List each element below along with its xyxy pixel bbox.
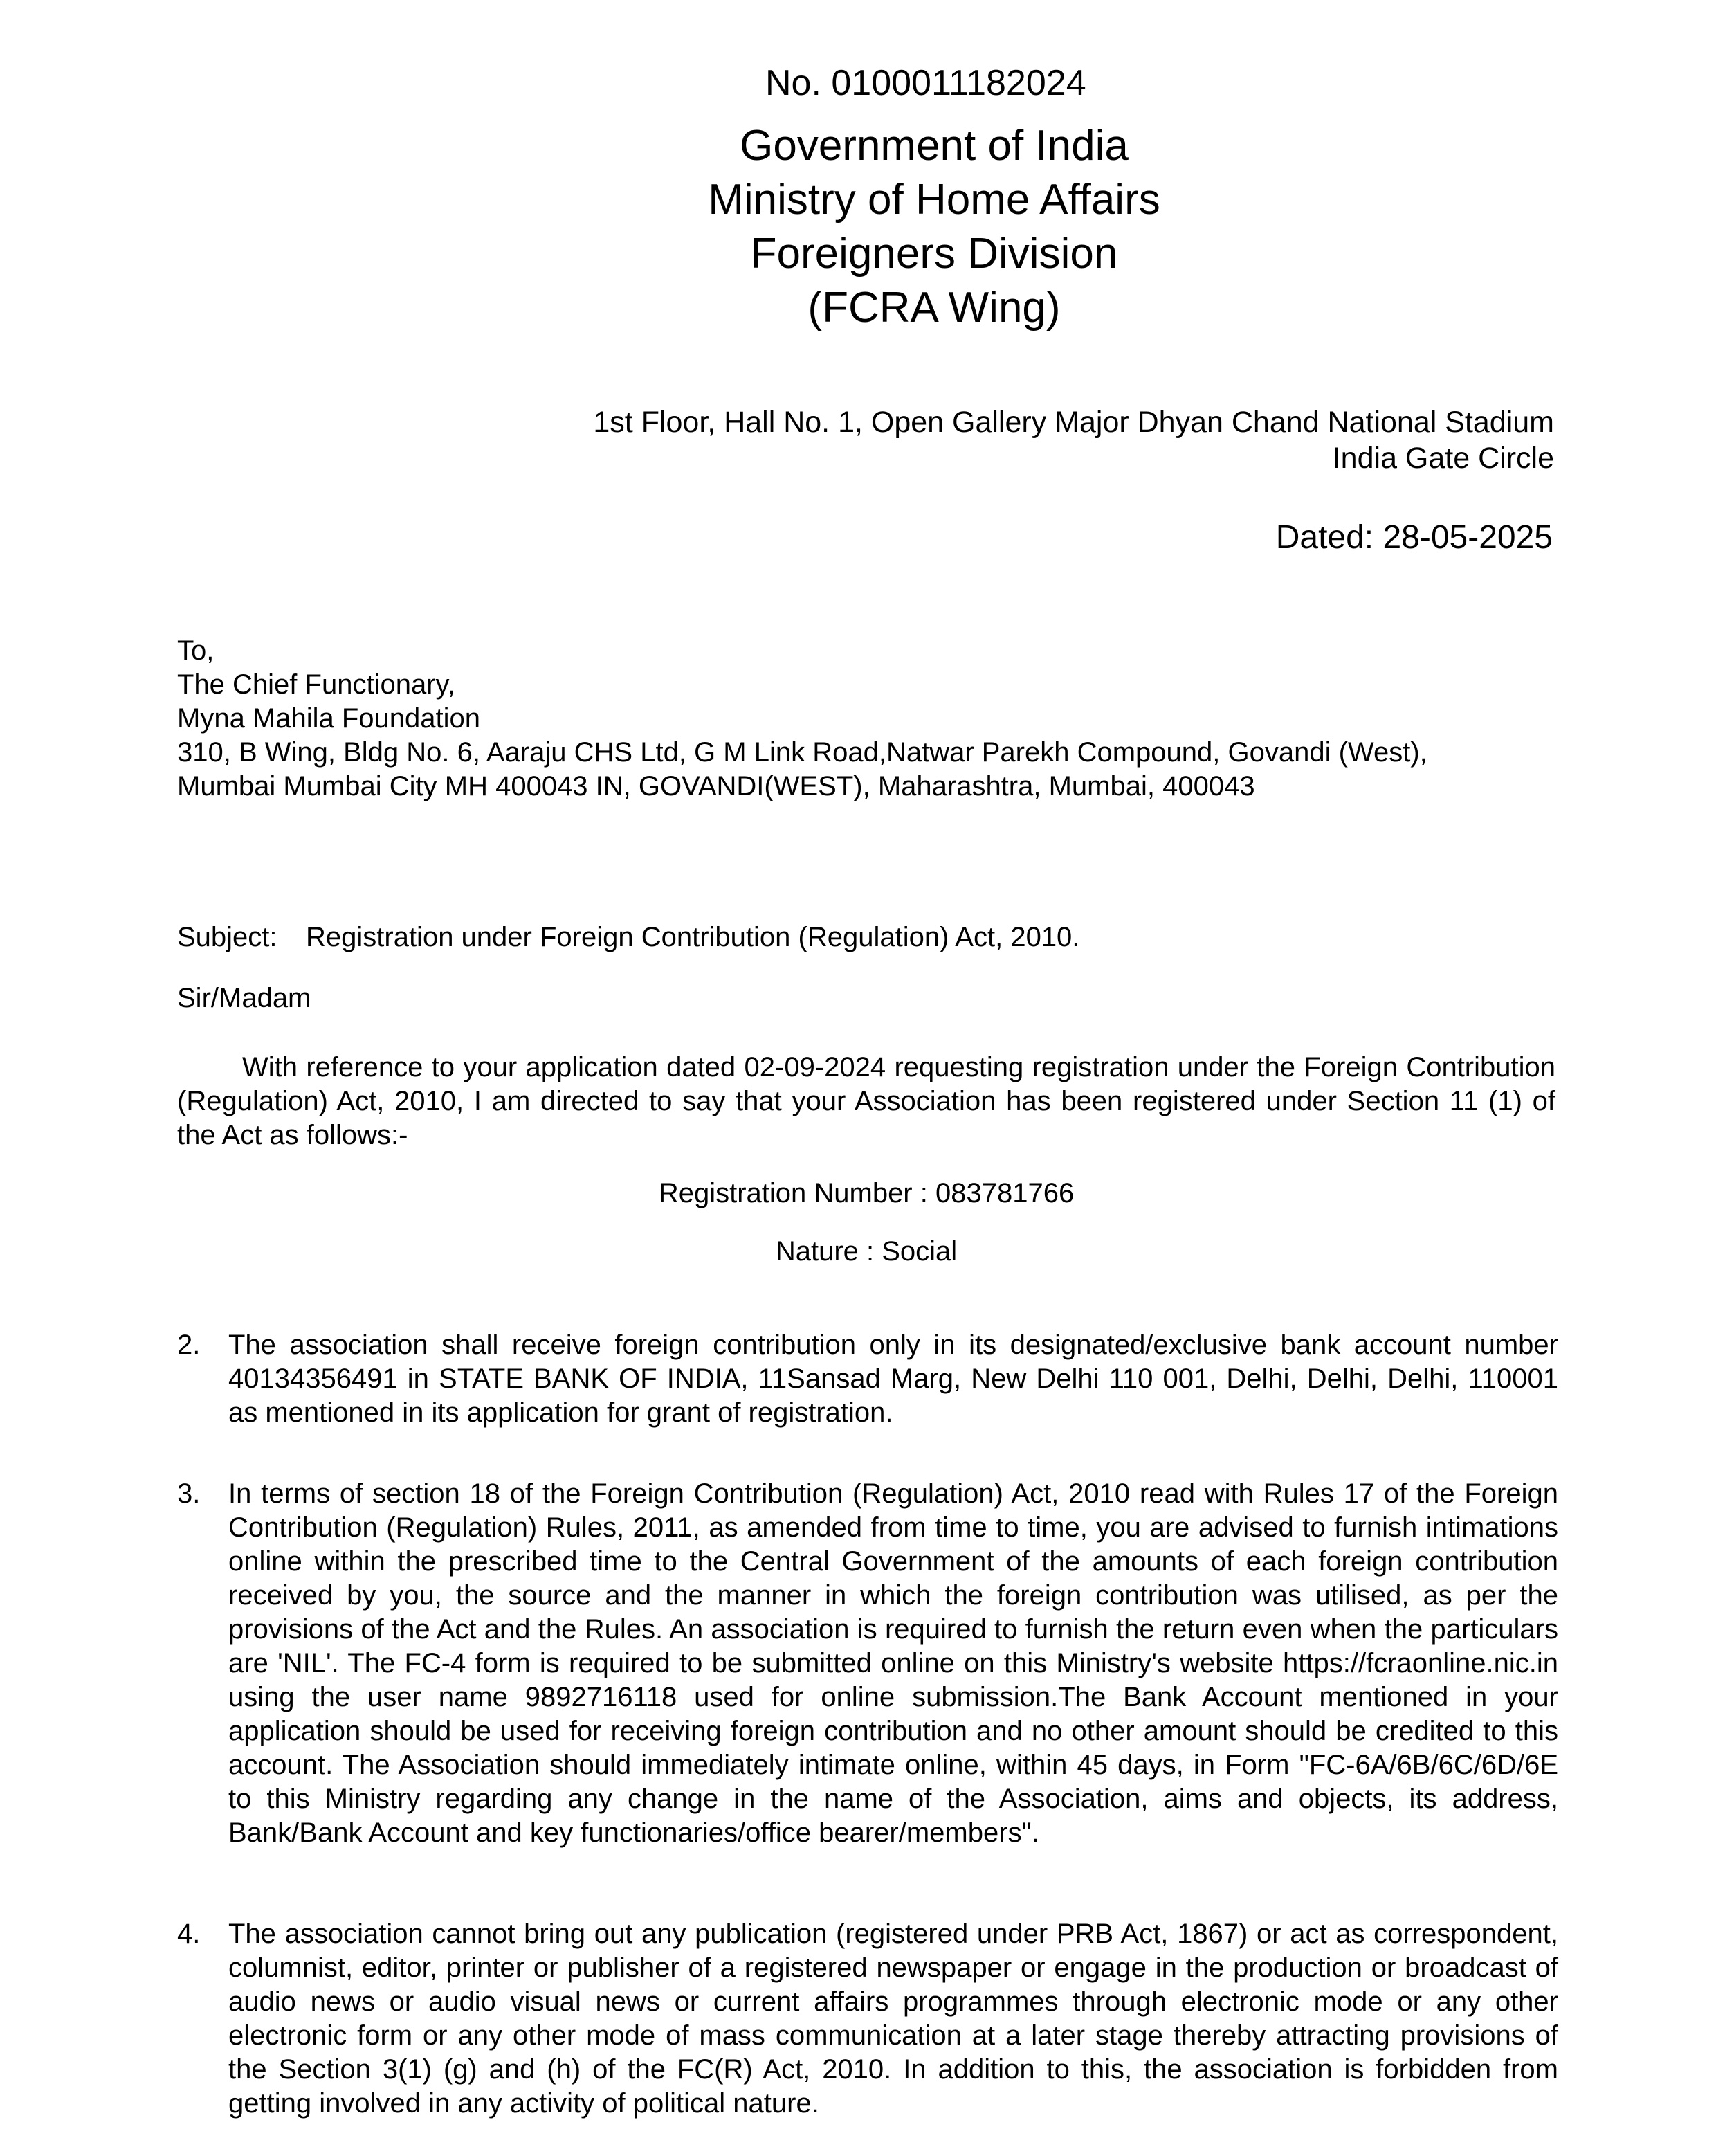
recipient-address-line2: Mumbai Mumbai City MH 400043 IN, GOVANDI(WEST), Maharashtra, Mumbai, 400043 <box>177 771 1255 801</box>
paragraph-number: 3. <box>177 1478 201 1509</box>
recipient-organization: Myna Mahila Foundation <box>177 703 481 734</box>
salutation: Sir/Madam <box>177 983 311 1013</box>
letter-date: Dated: 28-05-2025 <box>1275 519 1553 556</box>
office-address-line2: India Gate Circle <box>1332 442 1554 475</box>
paragraph-number: 2. <box>177 1330 201 1360</box>
recipient-block <box>177 634 1561 804</box>
header-division: Foreigners Division <box>750 230 1118 278</box>
paragraph-text: The association cannot bring out any publication (registered under PRB Act, 1867) or act as correspondent, columnist, editor, printer or publisher of a registered newspaper or engage in the production or broadcast of audio news or audio visual news or current affairs programmes through electronic mode or any other electronic form or any other mode of mass communication at a later stage thereby attracting provisions of the Section 3(1) (g) and (h) of the FC(R) Act, 2010. In addition to this, the association is forbidden from getting involved in any activity of political nature. <box>228 1919 1558 2119</box>
numbered-paragraph <box>177 1328 1558 1430</box>
header-ministry: Ministry of Home Affairs <box>708 176 1160 224</box>
registration-number: Registration Number : 083781766 <box>658 1178 1075 1208</box>
recipient-address-line1: 310, B Wing, Bldg No. 6, Aaraju CHS Ltd, G M Link Road,Natwar Parekh Compound, Govandi (West), <box>177 737 1427 768</box>
recipient-to: To, <box>177 635 214 666</box>
subject-text: Registration under Foreign Contribution (Regulation) Act, 2010. <box>306 922 1080 952</box>
subject-line <box>177 921 1079 954</box>
numbered-paragraph <box>177 1477 1558 1850</box>
subject-label: Subject: <box>177 922 277 952</box>
intro-paragraph: With reference to your application dated 02-09-2024 requesting registration under the Foreign Contribution (Regulation) Act, 2010, I am directed to say that your Association has been registered under Section 11 (1) of the Act as follows:- <box>177 1052 1555 1150</box>
letter-number: No. 0100011182024 <box>765 63 1086 103</box>
office-address-line1: 1st Floor, Hall No. 1, Open Gallery Major Dhyan Chand National Stadium <box>593 406 1554 439</box>
recipient-designation: The Chief Functionary, <box>177 669 455 700</box>
registration-nature: Nature : Social <box>775 1236 958 1267</box>
paragraph-text: The association shall receive foreign contribution only in its designated/exclusive bank account number 40134356491 in STATE BANK OF INDIA, 11Sansad Marg, New Delhi 110 001, Delhi, Delhi, Delhi, 110001 as mentioned in its application for grant of registration. <box>228 1330 1558 1428</box>
header-wing: (FCRA Wing) <box>807 284 1061 332</box>
numbered-paragraph <box>177 1917 1558 2121</box>
paragraph-text: In terms of section 18 of the Foreign Contribution (Regulation) Act, 2010 read with Rules 17 of the Foreign Contribution (Regulation) Rules, 2011, as amended from time to time, you are advised to furnish intimations online within the prescribed time to the Central Government of the amounts of each foreign contribution received by you, the source and the manner in which the foreign contribution was utilised, as per the provisions of the Act and the Rules. An association is required to furnish the return even when the particulars are 'NIL'. The FC-4 form is required to be submitted online on this Ministry's website https://fcraonline.nic.in using the user name 9892716118 used for online submission.The Bank Account mentioned in your application should be used for receiving foreign contribution and no other amount should be credited to this account. The Association should immediately intimate online, within 45 days, in Form "FC-6A/6B/6C/6D/6E to this Ministry regarding any change in the name of the Association, aims and objects, its address, Bank/Bank Account and key functionaries/office bearer/members". <box>228 1478 1558 1848</box>
header-government: Government of India <box>740 122 1129 170</box>
paragraph-number: 4. <box>177 1919 201 1949</box>
